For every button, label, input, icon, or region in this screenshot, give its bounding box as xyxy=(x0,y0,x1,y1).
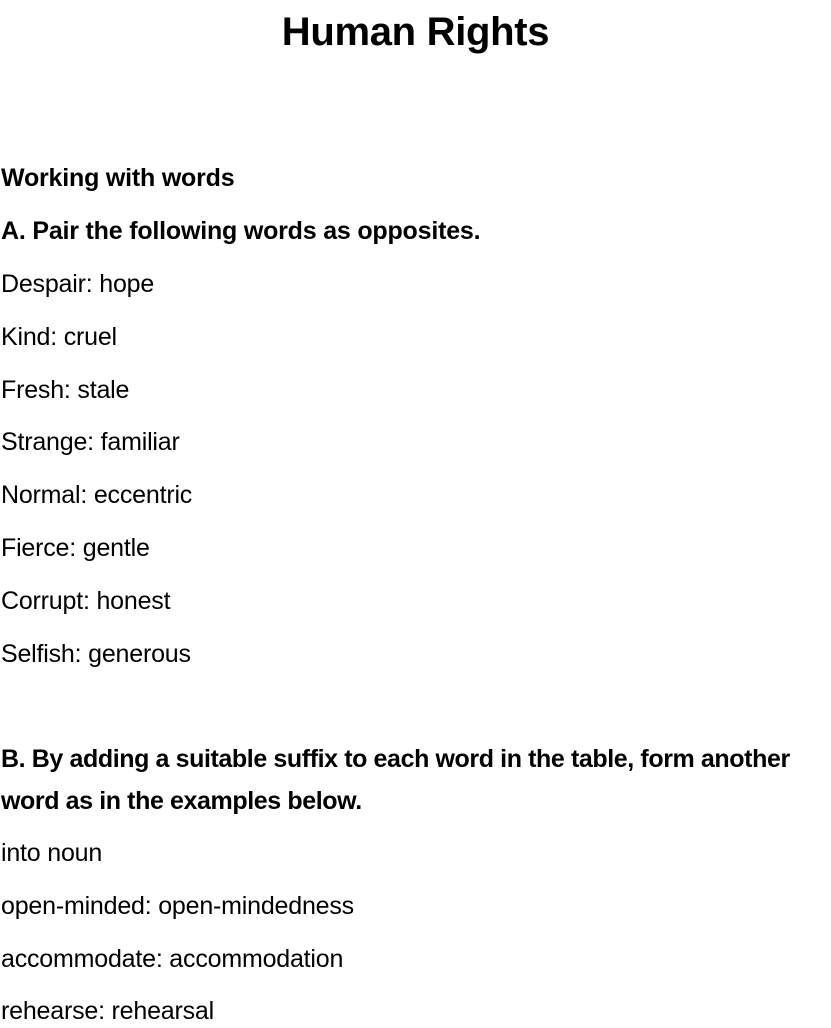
opposite-pair: Corrupt: honest xyxy=(1,587,171,615)
suffix-example: into noun xyxy=(1,839,103,867)
suffix-example: accommodate: accommodation xyxy=(1,945,344,973)
opposite-pair: Despair: hope xyxy=(1,270,155,298)
opposite-pair: Fresh: stale xyxy=(1,376,130,404)
opposite-pair: Fierce: gentle xyxy=(1,534,150,562)
opposite-pair: Strange: familiar xyxy=(1,428,180,456)
part-a-instruction: A. Pair the following words as opposites. xyxy=(1,217,481,245)
page-title: Human Rights xyxy=(281,10,550,54)
opposite-pair: Kind: cruel xyxy=(1,323,117,351)
opposite-pair: Selfish: generous xyxy=(1,640,191,668)
part-b-instruction: B. By adding a suitable suffix to each word in the table, form another word as in the examples below. xyxy=(1,745,790,815)
suffix-example: rehearse: rehearsal xyxy=(1,997,214,1025)
opposite-pair: Normal: eccentric xyxy=(1,481,193,509)
suffix-example: open-minded: open-mindedness xyxy=(1,892,354,920)
section-heading: Working with words xyxy=(1,164,235,192)
